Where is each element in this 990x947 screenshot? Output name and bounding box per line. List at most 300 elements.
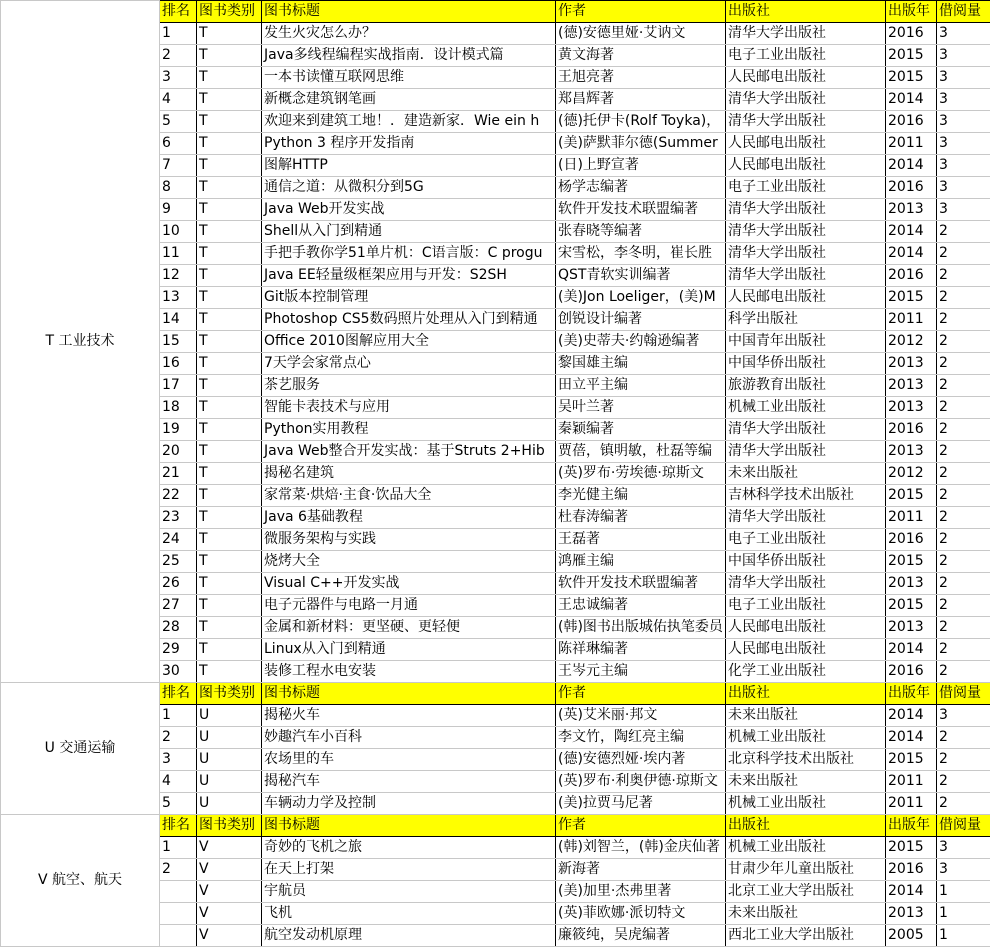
table-cell[interactable]: 清华大学出版社 (726, 23, 886, 45)
table-cell[interactable]: Python实用教程 (262, 419, 556, 441)
table-cell[interactable]: 西北工业大学出版社 (726, 925, 886, 947)
table-cell[interactable]: 鸿雁主编 (556, 551, 726, 573)
table-cell[interactable]: 机械工业出版社 (726, 837, 886, 859)
table-cell[interactable]: U (197, 793, 262, 815)
table-cell[interactable]: (英)罗布·劳埃德·琼斯文 (556, 463, 726, 485)
table-cell[interactable]: (韩)图书出版城佑执笔委员 (556, 617, 726, 639)
table-cell[interactable]: 陈祥琳编著 (556, 639, 726, 661)
table-cell[interactable]: (美)加里·杰弗里著 (556, 881, 726, 903)
column-header[interactable]: 排名 (160, 683, 197, 705)
table-cell[interactable]: Shell从入门到精通 (262, 221, 556, 243)
table-cell[interactable]: 3 (937, 23, 990, 45)
table-cell[interactable]: 2013 (886, 617, 937, 639)
table-cell[interactable]: 李光健主编 (556, 485, 726, 507)
table-cell[interactable]: 5 (160, 111, 197, 133)
table-cell[interactable]: 车辆动力学及控制 (262, 793, 556, 815)
table-cell[interactable]: 2012 (886, 331, 937, 353)
table-cell[interactable]: 2 (937, 595, 990, 617)
table-cell[interactable]: U (197, 771, 262, 793)
table-cell[interactable]: 中国华侨出版社 (726, 353, 886, 375)
table-cell[interactable]: 2 (937, 441, 990, 463)
table-cell[interactable]: T (197, 419, 262, 441)
table-cell[interactable]: V (197, 881, 262, 903)
table-cell[interactable]: 宇航员 (262, 881, 556, 903)
table-cell[interactable]: 29 (160, 639, 197, 661)
table-cell[interactable]: 3 (160, 749, 197, 771)
column-header[interactable]: 图书标题 (262, 683, 556, 705)
table-cell[interactable]: 电子元器件与电路一月通 (262, 595, 556, 617)
table-cell[interactable]: 电子工业出版社 (726, 45, 886, 67)
column-header[interactable]: 图书标题 (262, 1, 556, 23)
column-header[interactable]: 图书类别 (197, 683, 262, 705)
table-cell[interactable]: 清华大学出版社 (726, 199, 886, 221)
column-header[interactable]: 作者 (556, 683, 726, 705)
table-cell[interactable]: T (197, 353, 262, 375)
table-cell[interactable]: 装修工程水电安装 (262, 661, 556, 683)
table-cell[interactable]: T (197, 177, 262, 199)
table-cell[interactable]: 发生火灾怎么办？ (262, 23, 556, 45)
table-cell[interactable]: 3 (937, 859, 990, 881)
table-cell[interactable]: (美)史蒂夫·约翰逊编著 (556, 331, 726, 353)
table-cell[interactable]: Java Web整合开发实战：基于Struts 2+Hib (262, 441, 556, 463)
table-cell[interactable]: 王忠诚编著 (556, 595, 726, 617)
table-cell[interactable]: 2 (937, 221, 990, 243)
table-cell[interactable]: 7天学会家常点心 (262, 353, 556, 375)
table-cell[interactable]: 2 (937, 375, 990, 397)
table-cell[interactable]: T (197, 265, 262, 287)
table-cell[interactable]: T (197, 331, 262, 353)
table-cell[interactable]: 2 (937, 749, 990, 771)
table-cell[interactable]: 2016 (886, 859, 937, 881)
table-cell[interactable]: T (197, 441, 262, 463)
table-cell[interactable]: 2 (937, 419, 990, 441)
table-cell[interactable]: U (197, 749, 262, 771)
table-cell[interactable]: 2012 (886, 463, 937, 485)
table-cell[interactable]: 中国华侨出版社 (726, 551, 886, 573)
table-cell[interactable]: T (197, 529, 262, 551)
table-cell[interactable]: V (197, 925, 262, 947)
table-cell[interactable]: 9 (160, 199, 197, 221)
column-header[interactable]: 出版年 (886, 1, 937, 23)
table-cell[interactable]: 24 (160, 529, 197, 551)
table-cell[interactable]: T (197, 375, 262, 397)
table-cell[interactable]: 2 (160, 727, 197, 749)
table-cell[interactable]: (日)上野宣著 (556, 155, 726, 177)
table-cell[interactable]: 2014 (886, 727, 937, 749)
table-cell[interactable]: T (197, 573, 262, 595)
table-cell[interactable]: 2 (937, 617, 990, 639)
table-cell[interactable]: T (197, 133, 262, 155)
table-cell[interactable]: 烧烤大全 (262, 551, 556, 573)
table-cell[interactable]: Java Web开发实战 (262, 199, 556, 221)
table-cell[interactable]: 清华大学出版社 (726, 573, 886, 595)
table-cell[interactable]: 3 (937, 89, 990, 111)
table-cell[interactable]: 软件开发技术联盟编著 (556, 199, 726, 221)
table-cell[interactable]: 电子工业出版社 (726, 177, 886, 199)
table-cell[interactable]: 1 (937, 903, 990, 925)
table-cell[interactable]: (英)罗布·利奥伊德·琼斯文 (556, 771, 726, 793)
table-cell[interactable]: 2 (937, 551, 990, 573)
table-cell[interactable]: 人民邮电出版社 (726, 287, 886, 309)
table-cell[interactable]: 2016 (886, 111, 937, 133)
category-label[interactable]: V 航空、航天 (1, 815, 160, 947)
table-cell[interactable]: 手把手教你学51单片机：C语言版：C progu (262, 243, 556, 265)
table-cell[interactable]: 3 (937, 111, 990, 133)
table-cell[interactable]: 未来出版社 (726, 705, 886, 727)
table-cell[interactable]: T (197, 67, 262, 89)
table-cell[interactable]: 1 (937, 925, 990, 947)
table-cell[interactable]: 清华大学出版社 (726, 243, 886, 265)
table-cell[interactable]: (英)艾米丽·邦文 (556, 705, 726, 727)
table-cell[interactable]: 1 (160, 705, 197, 727)
table-cell[interactable]: T (197, 595, 262, 617)
table-cell[interactable]: T (197, 507, 262, 529)
table-cell[interactable]: 一本书读懂互联网思维 (262, 67, 556, 89)
table-cell[interactable]: Git版本控制管理 (262, 287, 556, 309)
table-cell[interactable]: 未来出版社 (726, 771, 886, 793)
table-cell[interactable]: T (197, 639, 262, 661)
table-cell[interactable]: 机械工业出版社 (726, 397, 886, 419)
table-cell[interactable]: 2 (937, 463, 990, 485)
table-cell[interactable]: QST青软实训编著 (556, 265, 726, 287)
table-cell[interactable]: 17 (160, 375, 197, 397)
table-cell[interactable]: T (197, 45, 262, 67)
column-header[interactable]: 出版年 (886, 683, 937, 705)
table-cell[interactable]: 科学出版社 (726, 309, 886, 331)
table-cell[interactable]: 2013 (886, 903, 937, 925)
table-cell[interactable]: 电子工业出版社 (726, 595, 886, 617)
column-header[interactable]: 出版社 (726, 1, 886, 23)
table-cell[interactable]: 智能卡表技术与应用 (262, 397, 556, 419)
table-cell[interactable]: 2014 (886, 639, 937, 661)
table-cell[interactable]: 飞机 (262, 903, 556, 925)
table-cell[interactable]: 27 (160, 595, 197, 617)
table-cell[interactable]: V (197, 837, 262, 859)
table-cell[interactable]: 黄文海著 (556, 45, 726, 67)
table-cell[interactable]: Java EE轻量级框架应用与开发：S2SH (262, 265, 556, 287)
table-cell[interactable]: 4 (160, 771, 197, 793)
table-cell[interactable]: 王旭亮著 (556, 67, 726, 89)
table-cell[interactable]: Python 3 程序开发指南 (262, 133, 556, 155)
table-cell[interactable]: T (197, 463, 262, 485)
table-cell[interactable]: 3 (937, 45, 990, 67)
table-cell[interactable]: 人民邮电出版社 (726, 133, 886, 155)
table-cell[interactable]: 人民邮电出版社 (726, 155, 886, 177)
table-cell[interactable]: 在天上打架 (262, 859, 556, 881)
table-cell[interactable]: T (197, 287, 262, 309)
table-cell[interactable]: 2 (937, 353, 990, 375)
table-cell[interactable]: (德)安德烈娅·埃内著 (556, 749, 726, 771)
column-header[interactable]: 图书类别 (197, 1, 262, 23)
table-cell[interactable]: 揭秘火车 (262, 705, 556, 727)
table-cell[interactable]: 18 (160, 397, 197, 419)
table-cell[interactable]: 23 (160, 507, 197, 529)
table-cell[interactable]: 2 (937, 507, 990, 529)
table-cell[interactable] (160, 903, 197, 925)
table-cell[interactable]: 北京科学技术出版社 (726, 749, 886, 771)
table-cell[interactable]: 21 (160, 463, 197, 485)
table-cell[interactable]: 3 (937, 67, 990, 89)
table-cell[interactable]: (德)安德里娅·艾讷文 (556, 23, 726, 45)
table-cell[interactable]: T (197, 309, 262, 331)
table-cell[interactable]: 贾蓓，镇明敏，杜磊等编 (556, 441, 726, 463)
table-cell[interactable]: 2005 (886, 925, 937, 947)
table-cell[interactable]: Photoshop CS5数码照片处理从入门到精通 (262, 309, 556, 331)
column-header[interactable]: 借阅量 (937, 683, 990, 705)
table-cell[interactable]: T (197, 89, 262, 111)
table-cell[interactable]: 2 (937, 661, 990, 683)
table-cell[interactable]: 黎国雄主编 (556, 353, 726, 375)
table-cell[interactable]: 清华大学出版社 (726, 441, 886, 463)
table-cell[interactable]: 2 (937, 529, 990, 551)
table-cell[interactable]: 4 (160, 89, 197, 111)
column-header[interactable]: 出版社 (726, 815, 886, 837)
table-cell[interactable]: 2013 (886, 573, 937, 595)
table-cell[interactable]: 吉林科学技术出版社 (726, 485, 886, 507)
table-cell[interactable]: 杨学志编著 (556, 177, 726, 199)
table-cell[interactable]: T (197, 485, 262, 507)
table-cell[interactable]: 2015 (886, 749, 937, 771)
table-cell[interactable] (160, 881, 197, 903)
table-cell[interactable]: 郑昌辉著 (556, 89, 726, 111)
table-cell[interactable]: 清华大学出版社 (726, 507, 886, 529)
table-cell[interactable]: 李文竹，陶红亮主编 (556, 727, 726, 749)
table-cell[interactable]: 12 (160, 265, 197, 287)
table-cell[interactable]: 2015 (886, 551, 937, 573)
table-cell[interactable]: 2016 (886, 529, 937, 551)
table-cell[interactable]: 3 (160, 67, 197, 89)
table-cell[interactable]: T (197, 661, 262, 683)
table-cell[interactable]: 2 (937, 265, 990, 287)
table-cell[interactable]: 30 (160, 661, 197, 683)
table-cell[interactable]: 2011 (886, 507, 937, 529)
table-cell[interactable]: 金属和新材料：更坚硬、更轻便 (262, 617, 556, 639)
table-cell[interactable]: 10 (160, 221, 197, 243)
table-cell[interactable]: 电子工业出版社 (726, 529, 886, 551)
table-cell[interactable]: (美)拉贾马尼著 (556, 793, 726, 815)
table-cell[interactable]: 5 (160, 793, 197, 815)
column-header[interactable]: 图书标题 (262, 815, 556, 837)
table-cell[interactable]: 2014 (886, 89, 937, 111)
table-cell[interactable]: 人民邮电出版社 (726, 67, 886, 89)
table-cell[interactable]: 人民邮电出版社 (726, 617, 886, 639)
table-cell[interactable]: 清华大学出版社 (726, 265, 886, 287)
table-cell[interactable]: T (197, 23, 262, 45)
table-cell[interactable]: 2013 (886, 353, 937, 375)
column-header[interactable]: 作者 (556, 815, 726, 837)
table-cell[interactable]: 茶艺服务 (262, 375, 556, 397)
table-cell[interactable]: 清华大学出版社 (726, 111, 886, 133)
table-cell[interactable]: 2014 (886, 243, 937, 265)
table-cell[interactable]: 清华大学出版社 (726, 419, 886, 441)
table-cell[interactable]: 田立平主编 (556, 375, 726, 397)
table-cell[interactable]: 2015 (886, 595, 937, 617)
table-cell[interactable]: 未来出版社 (726, 903, 886, 925)
table-cell[interactable]: 秦颖编著 (556, 419, 726, 441)
table-cell[interactable]: 2016 (886, 23, 937, 45)
table-cell[interactable]: 张春晓等编著 (556, 221, 726, 243)
table-cell[interactable]: 2014 (886, 155, 937, 177)
table-cell[interactable]: 1 (937, 881, 990, 903)
table-cell[interactable]: Office 2010图解应用大全 (262, 331, 556, 353)
table-cell[interactable]: 2016 (886, 265, 937, 287)
table-cell[interactable]: 2 (937, 243, 990, 265)
table-cell[interactable]: 中国青年出版社 (726, 331, 886, 353)
table-cell[interactable]: 人民邮电出版社 (726, 639, 886, 661)
table-cell[interactable]: 6 (160, 133, 197, 155)
table-cell[interactable]: 杜春涛编著 (556, 507, 726, 529)
table-cell[interactable]: (德)托伊卡(Rolf Toyka)， (556, 111, 726, 133)
table-cell[interactable]: (韩)刘智兰，(韩)金庆仙著 (556, 837, 726, 859)
column-header[interactable]: 排名 (160, 815, 197, 837)
column-header[interactable]: 借阅量 (937, 815, 990, 837)
table-cell[interactable]: 旅游教育出版社 (726, 375, 886, 397)
table-cell[interactable]: 2015 (886, 45, 937, 67)
table-cell[interactable]: T (197, 111, 262, 133)
table-cell[interactable]: 26 (160, 573, 197, 595)
table-cell[interactable]: 航空发动机原理 (262, 925, 556, 947)
table-cell[interactable]: 2011 (886, 309, 937, 331)
table-cell[interactable]: 机械工业出版社 (726, 727, 886, 749)
table-cell[interactable]: 1 (160, 23, 197, 45)
table-cell[interactable]: V (197, 903, 262, 925)
table-cell[interactable]: 新海著 (556, 859, 726, 881)
table-cell[interactable]: V (197, 859, 262, 881)
table-cell[interactable]: 14 (160, 309, 197, 331)
table-cell[interactable]: 2016 (886, 177, 937, 199)
table-cell[interactable]: 2015 (886, 67, 937, 89)
table-cell[interactable]: 家常菜·烘焙·主食·饮品大全 (262, 485, 556, 507)
table-cell[interactable]: 甘肃少年儿童出版社 (726, 859, 886, 881)
table-cell[interactable]: 2016 (886, 419, 937, 441)
table-cell[interactable]: T (197, 243, 262, 265)
table-cell[interactable]: (英)菲欧娜·派切特文 (556, 903, 726, 925)
table-cell[interactable]: 3 (937, 837, 990, 859)
table-cell[interactable]: 3 (937, 705, 990, 727)
column-header[interactable]: 作者 (556, 1, 726, 23)
table-cell[interactable]: 2 (160, 45, 197, 67)
table-cell[interactable]: 2 (937, 771, 990, 793)
table-cell[interactable]: 2 (937, 331, 990, 353)
table-cell[interactable]: 2011 (886, 793, 937, 815)
table-cell[interactable]: Visual C++开发实战 (262, 573, 556, 595)
table-cell[interactable]: 2 (937, 309, 990, 331)
table-cell[interactable]: 2 (937, 397, 990, 419)
table-cell[interactable]: 13 (160, 287, 197, 309)
table-cell[interactable]: T (197, 221, 262, 243)
table-cell[interactable]: 2013 (886, 199, 937, 221)
table-cell[interactable]: 2014 (886, 881, 937, 903)
table-cell[interactable]: 1 (160, 837, 197, 859)
table-cell[interactable]: 3 (937, 177, 990, 199)
table-cell[interactable]: 2015 (886, 287, 937, 309)
table-cell[interactable]: 宋雪松，李冬明，崔长胜 (556, 243, 726, 265)
table-cell[interactable]: 廉筱纯，吴虎编著 (556, 925, 726, 947)
table-cell[interactable]: 清华大学出版社 (726, 89, 886, 111)
table-cell[interactable]: 3 (937, 133, 990, 155)
table-cell[interactable]: 图解HTTP (262, 155, 556, 177)
table-cell[interactable]: 通信之道：从微积分到5G (262, 177, 556, 199)
table-cell[interactable]: 微服务架构与实践 (262, 529, 556, 551)
table-cell[interactable]: T (197, 551, 262, 573)
table-cell[interactable]: 未来出版社 (726, 463, 886, 485)
table-cell[interactable]: 2014 (886, 705, 937, 727)
column-header[interactable]: 出版社 (726, 683, 886, 705)
category-label[interactable]: U 交通运输 (1, 683, 160, 815)
table-cell[interactable]: 2 (937, 727, 990, 749)
table-cell[interactable]: 8 (160, 177, 197, 199)
table-cell[interactable]: U (197, 727, 262, 749)
table-cell[interactable]: 揭秘名建筑 (262, 463, 556, 485)
table-cell[interactable]: 2 (937, 287, 990, 309)
table-cell[interactable]: 2011 (886, 771, 937, 793)
table-cell[interactable]: 16 (160, 353, 197, 375)
table-cell[interactable]: 王岑元主编 (556, 661, 726, 683)
table-cell[interactable]: 新概念建筑钢笔画 (262, 89, 556, 111)
table-cell[interactable]: (美)Jon Loeliger，(美)M (556, 287, 726, 309)
table-cell[interactable]: 2016 (886, 661, 937, 683)
table-cell[interactable]: 11 (160, 243, 197, 265)
table-cell[interactable]: 2015 (886, 485, 937, 507)
column-header[interactable]: 图书类别 (197, 815, 262, 837)
table-cell[interactable]: 2 (937, 639, 990, 661)
table-cell[interactable]: 创锐设计编著 (556, 309, 726, 331)
table-cell[interactable]: 7 (160, 155, 197, 177)
table-cell[interactable]: 28 (160, 617, 197, 639)
table-cell[interactable]: 欢迎来到建筑工地！．建造新家．Wie ein h (262, 111, 556, 133)
table-cell[interactable]: 2 (937, 485, 990, 507)
column-header[interactable]: 借阅量 (937, 1, 990, 23)
table-cell[interactable]: 19 (160, 419, 197, 441)
table-cell[interactable]: 22 (160, 485, 197, 507)
table-cell[interactable]: 25 (160, 551, 197, 573)
table-cell[interactable]: 吴叶兰著 (556, 397, 726, 419)
table-cell[interactable]: 奇妙的飞机之旅 (262, 837, 556, 859)
table-cell[interactable]: 妙趣汽车小百科 (262, 727, 556, 749)
table-cell[interactable]: 3 (937, 199, 990, 221)
table-cell[interactable]: 2015 (886, 837, 937, 859)
column-header[interactable]: 排名 (160, 1, 197, 23)
table-cell[interactable]: 2014 (886, 221, 937, 243)
table-cell[interactable]: 农场里的车 (262, 749, 556, 771)
table-cell[interactable]: T (197, 617, 262, 639)
table-cell[interactable]: Linux从入门到精通 (262, 639, 556, 661)
table-cell[interactable]: 清华大学出版社 (726, 221, 886, 243)
table-cell[interactable]: 王磊著 (556, 529, 726, 551)
table-cell[interactable]: 2 (937, 573, 990, 595)
table-cell[interactable]: 2 (160, 859, 197, 881)
table-cell[interactable]: 15 (160, 331, 197, 353)
table-cell[interactable]: 软件开发技术联盟编著 (556, 573, 726, 595)
table-cell[interactable] (160, 925, 197, 947)
table-cell[interactable]: 2011 (886, 133, 937, 155)
table-cell[interactable]: 2013 (886, 397, 937, 419)
table-cell[interactable]: U (197, 705, 262, 727)
table-cell[interactable]: Java多线程编程实战指南．设计模式篇 (262, 45, 556, 67)
table-cell[interactable]: 揭秘汽车 (262, 771, 556, 793)
table-cell[interactable]: T (197, 397, 262, 419)
category-label[interactable]: T 工业技术 (1, 1, 160, 683)
table-cell[interactable]: 2 (937, 793, 990, 815)
table-cell[interactable]: 20 (160, 441, 197, 463)
column-header[interactable]: 出版年 (886, 815, 937, 837)
table-cell[interactable]: 2013 (886, 441, 937, 463)
table-cell[interactable]: 化学工业出版社 (726, 661, 886, 683)
table-cell[interactable]: 3 (937, 155, 990, 177)
table-cell[interactable]: (美)萨默菲尔德(Summer (556, 133, 726, 155)
table-cell[interactable]: 北京工业大学出版社 (726, 881, 886, 903)
table-cell[interactable]: T (197, 155, 262, 177)
